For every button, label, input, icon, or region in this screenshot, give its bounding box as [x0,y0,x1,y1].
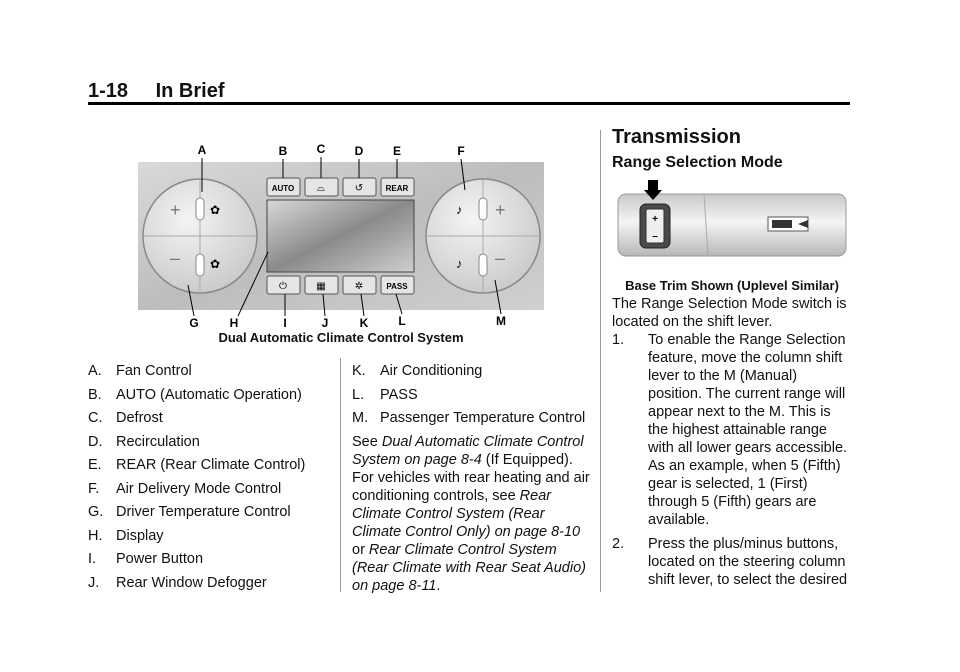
pass-button-label: PASS [386,282,408,291]
legend-column-2 [352,362,592,595]
link-ref-3[interactable]: Rear Climate Control System (Rear Climate with Rear Seat Audio) on page 8-11 [352,541,586,594]
legend-item: G. Driver Temperature Control [88,504,291,520]
svg-text:+: + [495,200,506,220]
transmission-column [612,128,852,595]
legend-item: E. REAR (Rear Climate Control) [88,457,306,473]
callout-a: A [197,143,207,157]
auto-button-label: AUTO [271,184,295,193]
callout-k: K [359,316,369,330]
svg-text:+: + [170,200,181,220]
reference-note: See Dual Automatic Climate Control System on page 8-4 (If Equipped). For vehicles with rear heating and air conditioning controls, see Rear Climate Control System (Rear Climate Control Only) on page 8-10 or Rear Climate Control System (Rear Climate with Rear Seat Audio) on page 8-11. [352,433,590,594]
intro-paragraph: The Range Selection Mode switch is located on the shift lever. [612,296,847,330]
svg-text:✿: ✿ [210,203,221,217]
svg-text:–: – [652,231,658,242]
figure2-caption: Base Trim Shown (Uplevel Similar) [625,278,839,293]
callout-b: B [278,144,288,158]
legend-item: L. PASS [352,386,418,403]
link-ref-2[interactable]: Rear Climate Control System (Rear Climate Control Only) on page 8-10 [352,487,581,540]
range-selection-heading: Range Selection Mode [612,154,783,171]
step-item: 1. To enable the Range Selection feature, move the column shift lever to the M (Manual) position. The current range will appear next to the M. This is the highest attainable range with all lower gears accessible. As an example, when 5 (Fifth) gear is selected, 1 (First) through 5 (Fifth) gears are available. [612,332,848,528]
step-item: 2. Press the plus/minus buttons, located on the steering column shift lever, to select the desired [612,536,848,588]
svg-text:+: + [652,214,658,225]
section-title: In Brief [155,80,225,102]
callout-f: F [457,144,465,158]
legend-item: J. Rear Window Defogger [88,574,267,591]
callout-i: I [283,316,287,330]
svg-text:⏻: ⏻ [279,281,287,292]
display [267,200,414,272]
page-header [88,80,225,103]
column-divider-right [600,130,601,592]
page-number: 1-18 [88,80,129,102]
legend-item: A. Fan Control [88,363,192,379]
svg-text:⌓: ⌓ [317,183,325,194]
legend-item: K. Air Conditioning [352,363,483,379]
legend-item: M. Passenger Temperature Control [352,410,586,426]
callout-h: H [229,316,239,330]
shift-lever-figure [612,180,852,272]
link-ref-1[interactable]: Dual Automatic Climate Control System on page 8-4 [352,433,584,468]
climate-control-figure [138,140,544,345]
transmission-heading: Transmission [612,126,741,148]
svg-text:▦: ▦ [316,281,326,292]
legend-item: B. AUTO (Automatic Operation) [88,386,302,403]
svg-text:–: – [170,248,181,268]
svg-text:–: – [495,248,506,268]
legend-item: I. Power Button [88,551,204,567]
svg-text:↺: ↺ [354,183,364,194]
legend-item: D. Recirculation [88,433,200,450]
svg-text:✿: ✿ [210,257,221,271]
svg-text:✲: ✲ [354,281,364,292]
svg-text:♪: ♪ [456,202,463,217]
callout-l: L [398,314,406,328]
callout-e: E [392,144,402,158]
callout-d: D [354,144,364,158]
legend-item: C. Defrost [88,410,163,426]
legend-column-1 [88,362,328,597]
figure1-caption: Dual Automatic Climate Control System [218,330,464,345]
column-divider [340,358,341,592]
callout-g: G [189,316,199,330]
callout-c: C [316,142,326,156]
callout-j: J [321,316,329,330]
callout-m: M [496,314,506,328]
legend-item: H. Display [88,527,164,544]
legend-item: F. Air Delivery Mode Control [88,480,282,497]
header-rule [88,102,850,105]
svg-text:♪: ♪ [456,256,463,271]
rear-button-label: REAR [385,184,409,193]
